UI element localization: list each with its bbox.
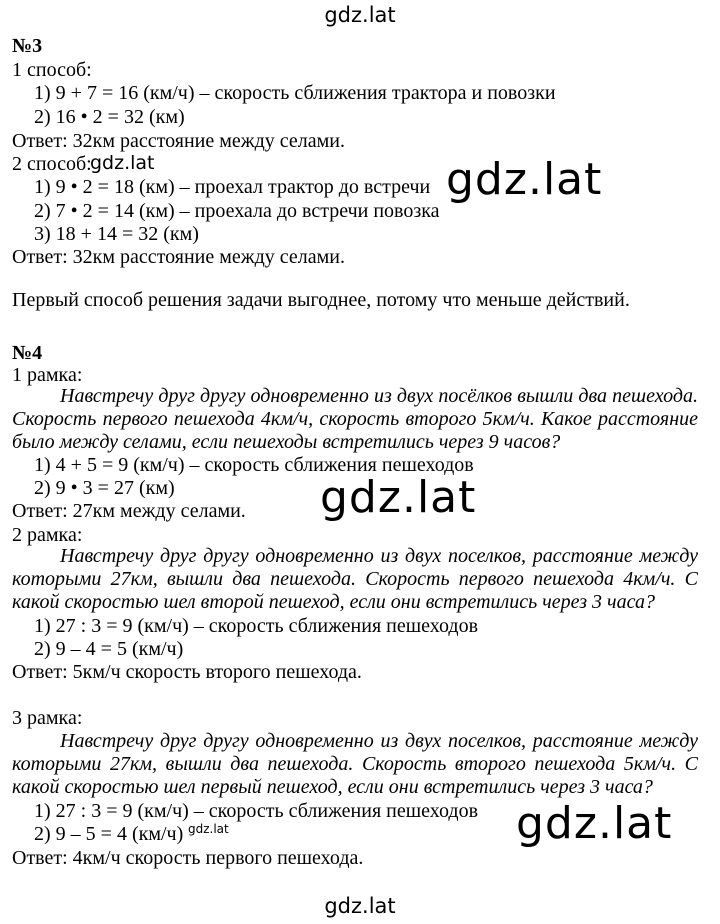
watermark-tiny: gdz.lat: [188, 822, 229, 836]
watermark-large-1: gdz.lat: [446, 154, 603, 205]
frame3-answer: Ответ: 4км/ч скорость первого пешехода.: [12, 847, 364, 869]
frame1-step-2: 2) 9 • 3 = 27 (км): [34, 477, 175, 499]
frame2-label: 2 рамка:: [12, 524, 83, 546]
task3-method1-step-1: 1) 9 + 7 = 16 (км/ч) – скорость сближения трактора и повозки: [34, 82, 556, 104]
frame3-step-1: 1) 27 : 3 = 9 (км/ч) – скорость сближения пешеходов: [34, 800, 479, 822]
frame2-step-1: 1) 27 : 3 = 9 (км/ч) – скорость сближения пешеходов: [34, 615, 479, 637]
frame1-answer: Ответ: 27км между селами.: [12, 500, 246, 522]
task4-number: №4: [12, 342, 43, 364]
task3-method1-label: 1 способ:: [12, 59, 92, 81]
watermark-inline: gdz.lat: [90, 152, 155, 174]
watermark-top: gdz.lat: [324, 3, 396, 27]
frame3-problem: Навстречу друг другу одновременно из двух поселков, расстояние между которыми 27км, вышли два пешехода. Скорость второго пешехода 5км/ч. С какой скоростью шел первый пешеход, если они встретились через 3 часа?: [12, 730, 698, 798]
task3-method2-step-2: 2) 7 • 2 = 14 (км) – проехала до встречи повозка: [34, 200, 440, 222]
task3-number: №3: [12, 35, 43, 57]
watermark-large-2: gdz.lat: [320, 472, 477, 523]
watermark-large-3: gdz.lat: [516, 798, 673, 849]
frame2-answer: Ответ: 5км/ч скорость второго пешехода.: [12, 661, 362, 683]
frame1-label: 1 рамка:: [12, 364, 83, 386]
task3-conclusion: Первый способ решения задачи выгоднее, потому что меньше действий.: [12, 289, 630, 311]
task3-method2-step-1: 1) 9 • 2 = 18 (км) – проехал трактор до встречи: [34, 176, 431, 198]
task3-method1-answer: Ответ: 32км расстояние между селами.: [12, 130, 346, 152]
frame2-step-2: 2) 9 – 4 = 5 (км/ч): [34, 638, 184, 660]
task3-method1-step-2: 2) 16 • 2 = 32 (км): [34, 106, 185, 128]
frame1-step-1: 1) 4 + 5 = 9 (км/ч) – скорость сближения пешеходов: [34, 454, 474, 476]
task3-method2-answer: Ответ: 32км расстояние между селами.: [12, 246, 346, 268]
frame3-label: 3 рамка:: [12, 707, 83, 729]
frame3-step-2: 2) 9 – 5 = 4 (км/ч): [34, 823, 184, 845]
frame2-problem: Навстречу друг другу одновременно из двух поселков, расстояние между которыми 27км, вышли два пешехода. Скорость первого пешехода 4км/ч. С какой скоростью шел второй пешеход, если они встретились через 3 часа?: [12, 545, 698, 613]
task3-method2-step-3: 3) 18 + 14 = 32 (км): [34, 223, 199, 245]
task3-method2-label: 2 способ:: [12, 153, 92, 175]
watermark-bottom: gdz.lat: [324, 894, 396, 918]
frame1-problem: Навстречу друг другу одновременно из двух посёлков вышли два пешехода. Скорость первого пешехода 4км/ч, скорость второго 5км/ч. Какое расстояние было между селами, если пешеходы встретились через 9 часов?: [12, 385, 698, 453]
